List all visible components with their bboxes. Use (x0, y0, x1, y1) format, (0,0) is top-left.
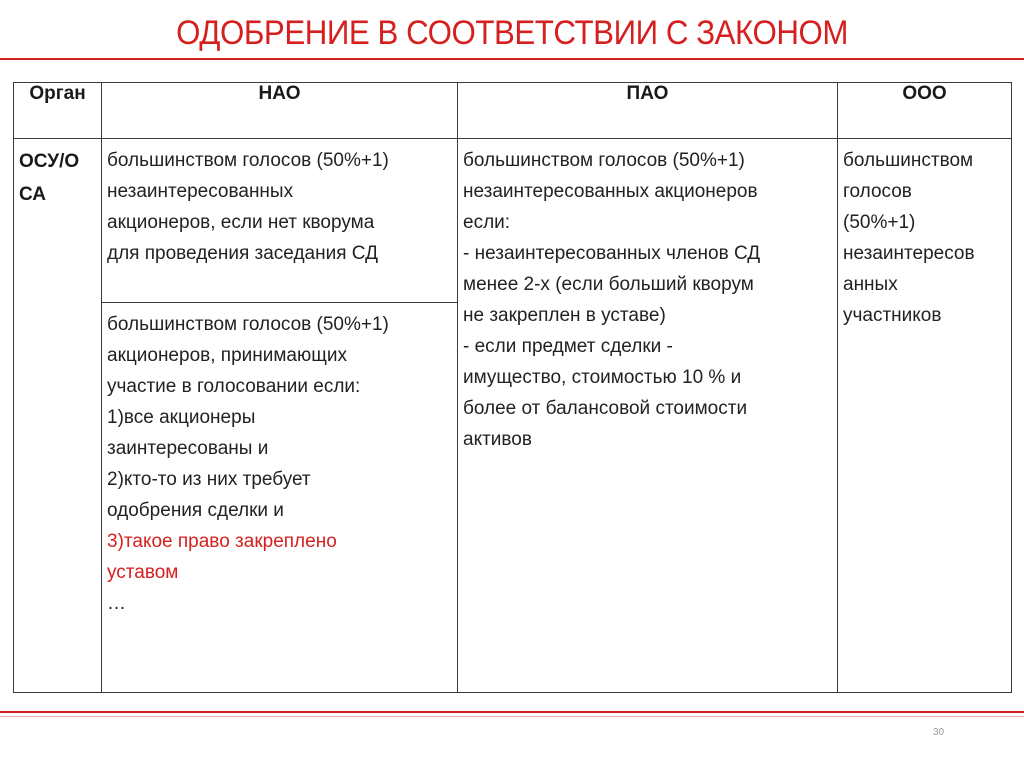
header-ooo: ООО (838, 83, 1012, 139)
text-line: имущество, стоимостью 10 % и (463, 367, 742, 388)
text-line: активов (463, 429, 532, 450)
organ-cell (14, 139, 102, 693)
ooo-cell (838, 139, 1012, 693)
highlighted-text-line: уставом (107, 562, 179, 583)
text-line: анных (843, 274, 898, 295)
header-pao: ПАО (458, 83, 838, 139)
title-underline (0, 58, 1024, 60)
text-line: 2)кто-то из них требует (107, 469, 311, 490)
ellipsis: … (107, 593, 126, 614)
slide-title: ОДОБРЕНИЕ В СООТВЕТСТВИИ С ЗАКОНОМ (176, 14, 848, 52)
text-line: голосов (843, 181, 912, 202)
text-line: участие в голосовании если: (107, 376, 361, 397)
text-line: участников (843, 305, 942, 326)
text-line: одобрения сделки и (107, 500, 284, 521)
header-row (14, 83, 1012, 139)
text-line: 1)все акционеры (107, 407, 256, 428)
nao-cell-top (102, 139, 458, 303)
text-line: заинтересованы и (107, 438, 269, 459)
text-line: большинством голосов (50%+1) (107, 150, 389, 171)
text-line: более от балансовой стоимости (463, 398, 748, 419)
text-line: незаинтересов (843, 243, 975, 264)
table-row (14, 139, 1012, 303)
pao-cell (458, 139, 838, 693)
text-line: не закреплен в уставе) (463, 305, 666, 326)
organ-line: СА (19, 184, 46, 205)
header-nao: НАО (102, 83, 458, 139)
footer-rule (0, 711, 1024, 713)
text-line: незаинтересованных акционеров (463, 181, 758, 202)
text-line: акционеров, если нет кворума (107, 212, 375, 233)
organ-line: ОСУ/О (19, 151, 80, 172)
text-line: - незаинтересованных членов СД (463, 243, 761, 264)
approval-table (13, 82, 1012, 693)
text-line: если: (463, 212, 511, 233)
text-line: большинством (843, 150, 974, 171)
nao-cell-bottom (102, 303, 458, 693)
text-line: незаинтересованных (107, 181, 294, 202)
text-line: (50%+1) (843, 212, 916, 233)
text-line: для проведения заседания СД (107, 243, 378, 264)
text-line: акционеров, принимающих (107, 345, 347, 366)
header-organ: Орган (14, 83, 102, 139)
text-line: - если предмет сделки - (463, 336, 673, 357)
footer-rule-thin (0, 716, 1024, 717)
page-number: 30 (933, 727, 945, 738)
highlighted-text-line: 3)такое право закреплено (107, 531, 337, 552)
text-line: большинством голосов (50%+1) (463, 150, 745, 171)
text-line: менее 2-х (если больший кворум (463, 274, 754, 295)
text-line: большинством голосов (50%+1) (107, 314, 389, 335)
